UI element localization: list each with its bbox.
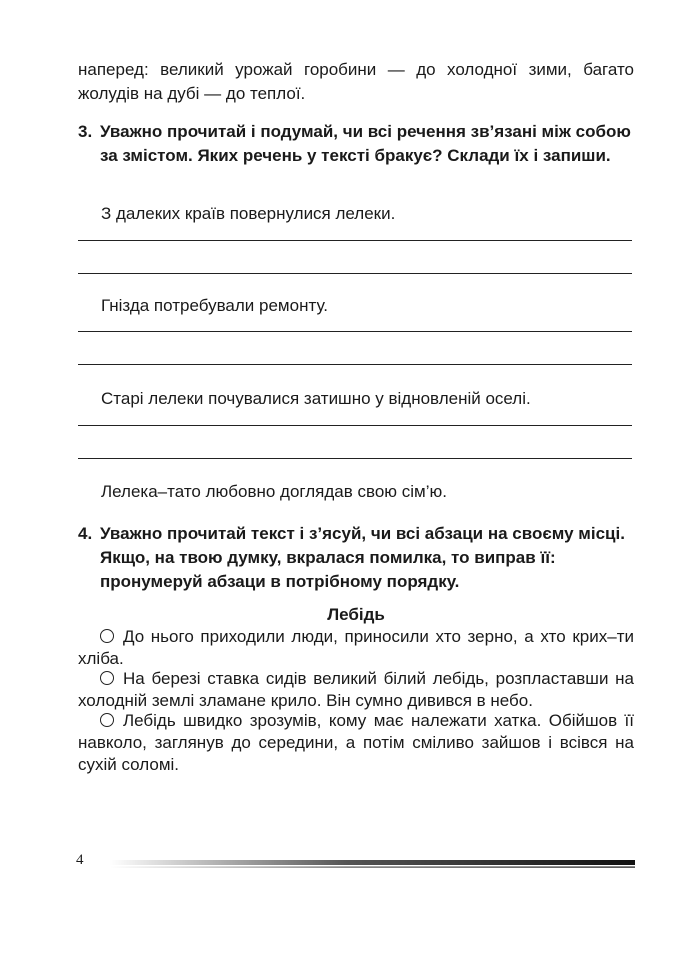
answer-line-1[interactable] — [78, 240, 632, 241]
answer-line-6[interactable] — [78, 458, 632, 459]
task-3-sentence-2: Гнізда потребували ремонту. — [101, 296, 328, 315]
answer-line-2[interactable] — [78, 273, 632, 274]
paragraph-number-circle-icon[interactable] — [100, 671, 114, 685]
paragraph-number-circle-icon[interactable] — [100, 629, 114, 643]
task-4-number: 4. — [78, 524, 93, 543]
answer-line-4[interactable] — [78, 364, 632, 365]
story-paragraph-3-text: Лебідь швидко зрозумів, кому має належати хатка. Обійшов її навколо, заглянув до середини, а потім сміливо зайшов і всівся на сухій соломі. — [78, 711, 634, 774]
story-paragraph-2-text: На березі ставка сидів великий білий лебідь, розпластавши на холодній землі зламане крило. Він сумно дивився в небо. — [78, 669, 634, 710]
task-4-text: Уважно прочитай текст і з’ясуй, чи всі абзаци на своєму місці. Якщо, на твою думку, вкралася помилка, то виправ її: пронумеруй абзаци в потрібному порядку. — [100, 524, 625, 591]
intro-paragraph: наперед: великий урожай горобини — до холодної зими, багато жолудів на дубі — до теплої. — [78, 60, 634, 103]
task-3-sentence-1: З далеких країв повернулися лелеки. — [101, 204, 396, 223]
footer-decorative-bar — [110, 858, 635, 870]
answer-line-3[interactable] — [78, 331, 632, 332]
story-title: Лебідь — [327, 605, 385, 624]
task-3-instruction — [78, 120, 634, 168]
task-3-sentence-4: Лелека–тато любовно доглядав свою сім’ю. — [101, 482, 447, 501]
page-number: 4 — [76, 852, 84, 868]
story-paragraph-1-text: До нього приходили люди, приносили хто зерно, а хто крих–ти хліба. — [78, 627, 634, 668]
task-3-sentence-3: Старі лелеки почувалися затишно у відновленій оселі. — [101, 389, 531, 408]
story-paragraph-1 — [78, 626, 634, 670]
task-3-number: 3. — [78, 122, 93, 141]
paragraph-number-circle-icon[interactable] — [100, 713, 114, 727]
answer-line-5[interactable] — [78, 425, 632, 426]
story-paragraph-3 — [78, 710, 634, 776]
task-3-text: Уважно прочитай і подумай, чи всі речення зв’язані між собою за змістом. Яких речень у тексті бракує? Склади їх і запиши. — [100, 122, 631, 165]
task-4-instruction — [78, 522, 634, 594]
story-paragraph-2 — [78, 668, 634, 712]
